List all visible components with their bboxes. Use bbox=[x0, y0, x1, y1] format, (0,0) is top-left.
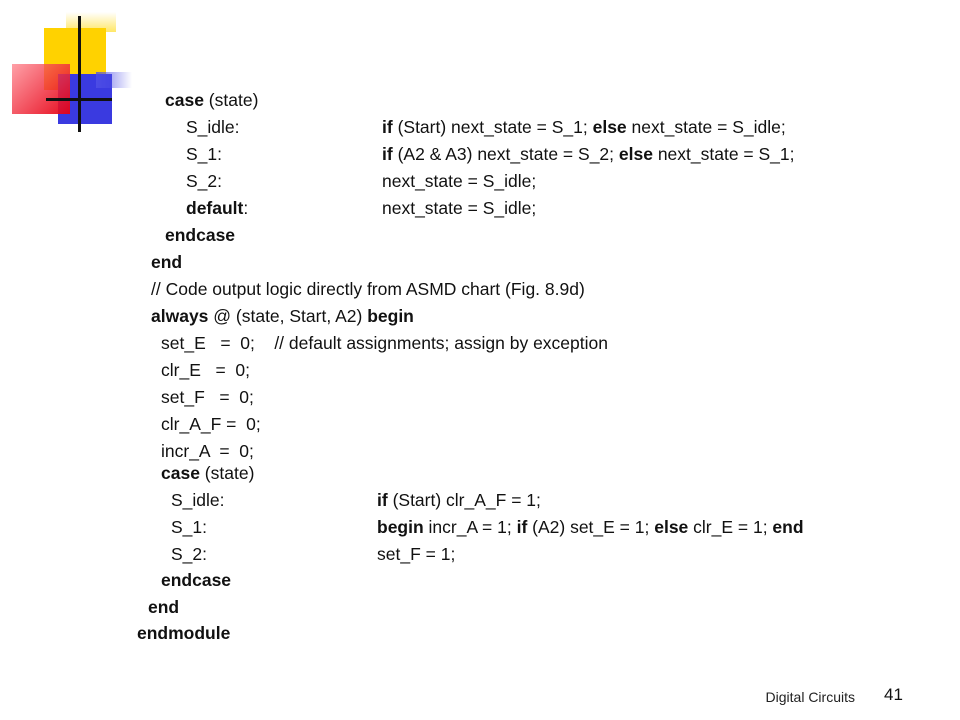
code-line: begin incr_A = 1; if (A2) set_E = 1; else clr_E = 1; end bbox=[377, 517, 804, 537]
code-line: set_F = 1; bbox=[377, 544, 456, 564]
code-line: endmodule bbox=[137, 623, 231, 643]
code-line: clr_A_F = 0; bbox=[161, 414, 261, 434]
case-label: S_1: bbox=[171, 517, 207, 537]
case-label: S_2: bbox=[171, 544, 207, 564]
case-label: S_1: bbox=[186, 144, 222, 164]
code-line: end bbox=[151, 252, 183, 272]
code-line: if (Start) next_state = S_1; else next_state = S_idle; bbox=[382, 117, 786, 137]
code-line: if (Start) clr_A_F = 1; bbox=[377, 490, 541, 510]
code-line: case (state) bbox=[161, 463, 255, 483]
footer-title: Digital Circuits bbox=[765, 689, 855, 705]
page-number: 41 bbox=[884, 685, 903, 704]
code-line: clr_E = 0; bbox=[161, 360, 250, 380]
case-label: default: bbox=[186, 198, 249, 218]
code-line: next_state = S_idle; bbox=[382, 198, 537, 218]
code-line: endcase bbox=[161, 570, 232, 590]
code-line: set_E = 0; // default assignments; assign by exception bbox=[161, 333, 608, 353]
case-label: S_2: bbox=[186, 171, 222, 191]
code-line: set_F = 0; bbox=[161, 387, 254, 407]
code-comment: // Code output logic directly from ASMD chart (Fig. 8.9d) bbox=[151, 279, 585, 299]
code-line: end bbox=[148, 597, 180, 617]
case-label: S_idle: bbox=[171, 490, 225, 510]
code-line: case (state) bbox=[165, 90, 259, 110]
code-line: always @ (state, Start, A2) begin bbox=[151, 306, 414, 326]
code-line: if (A2 & A3) next_state = S_2; else next_state = S_1; bbox=[382, 144, 795, 164]
code-line: endcase bbox=[165, 225, 236, 245]
case-label: S_idle: bbox=[186, 117, 240, 137]
code-line: next_state = S_idle; bbox=[382, 171, 537, 191]
code-line: incr_A = 0; bbox=[161, 441, 254, 461]
